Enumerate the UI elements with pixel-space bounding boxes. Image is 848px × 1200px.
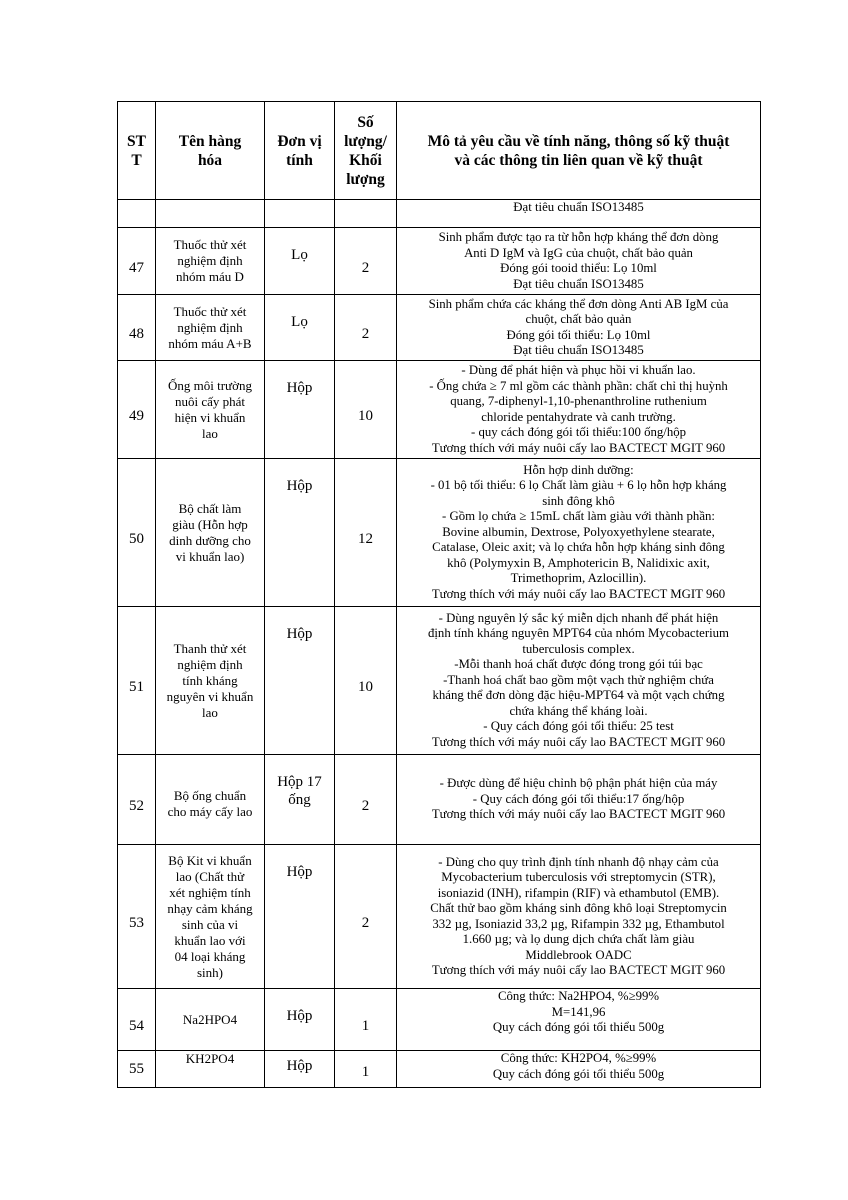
row-qty — [335, 200, 397, 228]
row-unit — [265, 295, 335, 361]
row-qty: 2 — [335, 228, 397, 295]
cell-line: Hộp — [286, 626, 313, 642]
row-stt: 49 — [118, 361, 156, 459]
cell-line: nhóm máu D — [176, 269, 244, 284]
row-unit — [265, 459, 335, 607]
cell-line: isoniazid (INH), rifampin (RIF) và ethambutol (EMB). — [437, 885, 720, 900]
cell-line: Tên hàng — [178, 132, 242, 150]
cell-line: kháng thể đơn dòng đặc hiệu-MPT64 và một vạch chứng — [432, 688, 725, 703]
cell-line: - Dùng nguyên lý sắc ký miễn dịch nhanh để phát hiện — [438, 610, 719, 625]
row-stt — [118, 200, 156, 228]
table-row — [118, 361, 761, 459]
cell-line: Catalase, Oleic axit; và lọ chứa hỗn hợp kháng sinh đông — [432, 540, 725, 555]
row-stt: 51 — [118, 607, 156, 755]
cell-line: Thuốc thử xét — [173, 237, 247, 252]
cell-line: Công thức: Na2HPO4, %≥99% — [497, 989, 660, 1003]
row-desc — [397, 459, 761, 607]
cell-line: 1.660 µg; và lọ dung dịch chứa chất làm giàu — [462, 932, 695, 946]
cell-line: giàu (Hỗn hợp — [172, 516, 248, 532]
cell-line: KH2PO4 — [185, 1051, 235, 1066]
cell-line: ống — [288, 792, 311, 808]
table-row — [118, 228, 761, 295]
cell-line: Hộp — [286, 864, 313, 880]
cell-line: Lọ — [291, 247, 308, 263]
row-stt: 50 — [118, 459, 156, 607]
cell-line: sinh của vi — [181, 916, 239, 932]
cell-line: Hộp — [286, 1008, 313, 1024]
cell-line: lượng/ — [344, 132, 387, 150]
cell-line: lao — [202, 704, 218, 720]
header-unit — [265, 102, 335, 200]
row-name — [156, 755, 265, 845]
table-row — [118, 1051, 761, 1088]
cell-line: Tương thích với máy nuôi cấy lao BACTECT MGIT 960 — [431, 440, 726, 455]
cell-line: Sinh phẩm chứa các kháng thể đơn dòng Anti AB IgM của — [428, 296, 729, 311]
cell-line: Bộ Kit vi khuẩn — [168, 852, 252, 868]
cell-line: - quy cách đóng gói tối thiểu:100 ống/hộp — [470, 425, 687, 439]
cell-line: Bộ ống chuẩn — [173, 787, 247, 803]
cell-line: Đạt tiêu chuẩn ISO13485 — [513, 343, 644, 357]
cell-line: Ống môi trường — [168, 377, 252, 393]
cell-line: hóa — [197, 151, 223, 169]
row-stt: 48 — [118, 295, 156, 361]
cell-line: Thuốc thử xét — [173, 303, 247, 319]
cell-line: vi khuẩn lao) — [175, 548, 245, 564]
header-qty — [335, 102, 397, 200]
cell-line: -Thanh hoá chất bao gồm một vạch thử nghiệm chứa — [443, 672, 714, 687]
cell-line: xét nghiệm tính — [169, 884, 251, 900]
row-desc — [397, 361, 761, 459]
cell-line: Anti D IgM và IgG của chuột, chất bảo quản — [464, 245, 693, 260]
cell-line: chứa kháng thể kháng loài. — [509, 703, 648, 718]
cell-line: Tương thích với máy nuôi cấy lao BACTECT MGIT 960 — [431, 586, 726, 601]
row-name — [156, 607, 265, 755]
header-row — [118, 102, 761, 200]
cell-line: - Được dùng để hiệu chỉnh bộ phận phát hiện của máy — [439, 776, 718, 791]
header-desc — [397, 102, 761, 200]
cell-line: Mycobacterium tuberculosis với streptomycin (STR), — [441, 870, 716, 884]
row-name — [156, 459, 265, 607]
cell-line: lao — [202, 425, 218, 441]
cell-line: - Ống chứa ≥ 7 ml gồm các thành phần: chất chỉ thị huỳnh — [429, 378, 728, 393]
cell-line: Đạt tiêu chuẩn ISO13485 — [513, 200, 644, 214]
row-stt: 53 — [118, 845, 156, 989]
cell-line: Tương thích với máy nuôi cấy lao BACTECT MGIT 960 — [431, 963, 726, 977]
cell-line: Thanh thử xét — [173, 640, 247, 656]
cell-line: cho máy cấy lao — [167, 803, 253, 819]
cell-line: M=141,96 — [551, 1004, 606, 1019]
cell-line: Lọ — [291, 314, 308, 330]
row-stt: 54 — [118, 989, 156, 1051]
cell-line: hiện vi khuẩn — [174, 409, 246, 425]
cell-line: Quy cách đóng gói tối thiểu 500g — [492, 1020, 665, 1034]
row-name — [156, 845, 265, 989]
cell-line: quang, 7-diphenyl-1,10-phenanthroline ruthenium — [450, 394, 707, 408]
cell-line: sinh đông khô — [542, 493, 615, 508]
row-name — [156, 228, 265, 295]
row-qty: 2 — [335, 755, 397, 845]
cell-line: nghiệm định — [177, 319, 243, 335]
cell-line: Đóng gói tooid thiểu: Lọ 10ml — [500, 261, 657, 275]
cell-line: Hộp 17 — [277, 774, 322, 790]
cell-line: ST — [127, 132, 146, 150]
cell-line: Chất thử bao gồm kháng sinh đông khô loại Streptomycin — [430, 901, 727, 915]
table-row — [118, 755, 761, 845]
cell-line: nhóm máu A+B — [168, 335, 252, 351]
table-row — [118, 200, 761, 228]
row-name — [156, 361, 265, 459]
cell-line: khô (Polymyxin B, Amphotericin B, Nalidixic axit, — [447, 555, 710, 570]
cell-line: - Dùng để phát hiện và phục hồi vi khuẩn lao. — [461, 363, 696, 377]
cell-line: sinh) — [197, 964, 223, 980]
row-qty: 1 — [335, 989, 397, 1051]
row-stt: 55 — [118, 1051, 156, 1088]
cell-line: T — [131, 151, 142, 169]
cell-line: Bộ chất làm — [178, 500, 242, 516]
row-desc — [397, 1051, 761, 1088]
cell-line: Hộp — [286, 380, 313, 396]
row-qty: 10 — [335, 607, 397, 755]
cell-line: Đơn vị — [277, 132, 322, 150]
row-name — [156, 295, 265, 361]
cell-line: khuẩn lao với — [174, 932, 246, 948]
cell-line: nguyên vi khuẩn — [166, 688, 254, 704]
cell-line: Trimethoprim, Azlocillin). — [510, 571, 647, 586]
cell-line: Na2HPO4 — [182, 1011, 238, 1027]
cell-line: 332 µg, Isoniazid 33,2 µg, Rifampin 332 µg, Ethambutol — [432, 916, 725, 931]
cell-line: Tương thích với máy nuôi cấy lao BACTECT MGIT 960 — [431, 734, 726, 749]
row-desc — [397, 228, 761, 295]
cell-line: tính — [286, 151, 313, 169]
row-qty: 10 — [335, 361, 397, 459]
cell-line: Bovine albumin, Dextrose, Polyoxyethylene stearate, — [442, 524, 715, 539]
cell-line: chuột, chất bảo quản — [525, 312, 632, 326]
cell-line: Hộp — [286, 1058, 313, 1074]
cell-line: Số — [357, 113, 374, 131]
cell-line: - Quy cách đóng gói tối thiểu: 25 test — [483, 719, 674, 734]
cell-line: 04 loại kháng — [174, 948, 246, 964]
row-qty: 2 — [335, 845, 397, 989]
cell-line: tính kháng — [182, 672, 238, 688]
cell-line: nghiệm định — [177, 253, 243, 268]
cell-line: lao (Chất thử — [175, 868, 245, 884]
row-unit — [265, 845, 335, 989]
cell-line: Hỗn hợp dinh dưỡng: — [523, 462, 634, 477]
table-row — [118, 845, 761, 989]
cell-line: - Dùng cho quy trình định tính nhanh độ nhạy cảm của — [438, 854, 719, 869]
row-desc — [397, 607, 761, 755]
header-stt — [118, 102, 156, 200]
cell-line: Quy cách đóng gói tối thiểu 500g — [492, 1066, 665, 1081]
cell-line: Đóng gói tối thiểu: Lọ 10ml — [506, 327, 651, 342]
row-qty: 2 — [335, 295, 397, 361]
row-stt: 47 — [118, 228, 156, 295]
cell-line: Khối — [349, 151, 382, 169]
row-unit — [265, 1051, 335, 1088]
cell-line: Tương thích với máy nuôi cấy lao BACTECT MGIT 960 — [431, 807, 726, 822]
cell-line: Đạt tiêu chuẩn ISO13485 — [513, 276, 644, 291]
cell-line: - Gồm lọ chứa ≥ 15mL chất làm giàu với thành phần: — [442, 509, 715, 524]
cell-line: Sinh phẩm được tạo ra từ hỗn hợp kháng thể đơn dòng — [438, 230, 719, 244]
cell-line: nghiệm định — [177, 656, 243, 672]
table-row — [118, 989, 761, 1051]
row-unit — [265, 200, 335, 228]
cell-line: tuberculosis complex. — [522, 641, 635, 656]
row-unit — [265, 228, 335, 295]
cell-line: nhạy cảm kháng — [167, 900, 253, 916]
cell-line: lượng — [346, 170, 385, 188]
row-name — [156, 1051, 265, 1088]
row-qty: 1 — [335, 1051, 397, 1088]
cell-line: Hộp — [286, 478, 313, 494]
row-unit — [265, 361, 335, 459]
cell-line: và các thông tin liên quan về kỹ thuật — [454, 151, 703, 169]
cell-line: -Mỗi thanh hoá chất được đóng trong gói túi bạc — [454, 657, 703, 672]
row-unit — [265, 989, 335, 1051]
cell-line: dinh dưỡng cho — [169, 532, 251, 548]
cell-line: - 01 bộ tối thiểu: 6 lọ Chất làm giàu + 6 lọ hỗn hợp kháng — [430, 478, 727, 493]
row-desc — [397, 200, 761, 228]
cell-line: Công thức: KH2PO4, %≥99% — [500, 1051, 657, 1065]
cell-line: nuôi cấy phát — [174, 393, 246, 409]
row-unit — [265, 755, 335, 845]
row-desc — [397, 755, 761, 845]
row-name — [156, 200, 265, 228]
table-row — [118, 459, 761, 607]
table-row — [118, 607, 761, 755]
row-unit — [265, 607, 335, 755]
row-desc — [397, 295, 761, 361]
row-desc — [397, 845, 761, 989]
cell-line: chloride pentahydrate và canh trường. — [481, 409, 676, 424]
cell-line: định tính kháng nguyên MPT64 của nhóm Mycobacterium — [427, 626, 730, 641]
cell-line: Mô tả yêu cầu về tính năng, thông số kỹ thuật — [427, 132, 730, 150]
cell-line: - Quy cách đóng gói tối thiểu:17 ống/hộp — [472, 791, 685, 806]
row-stt: 52 — [118, 755, 156, 845]
row-desc — [397, 989, 761, 1051]
header-name — [156, 102, 265, 200]
cell-line: Middlebrook OADC — [525, 947, 632, 962]
row-qty: 12 — [335, 459, 397, 607]
table-row — [118, 295, 761, 361]
row-name — [156, 989, 265, 1051]
specification-table — [117, 101, 761, 1088]
